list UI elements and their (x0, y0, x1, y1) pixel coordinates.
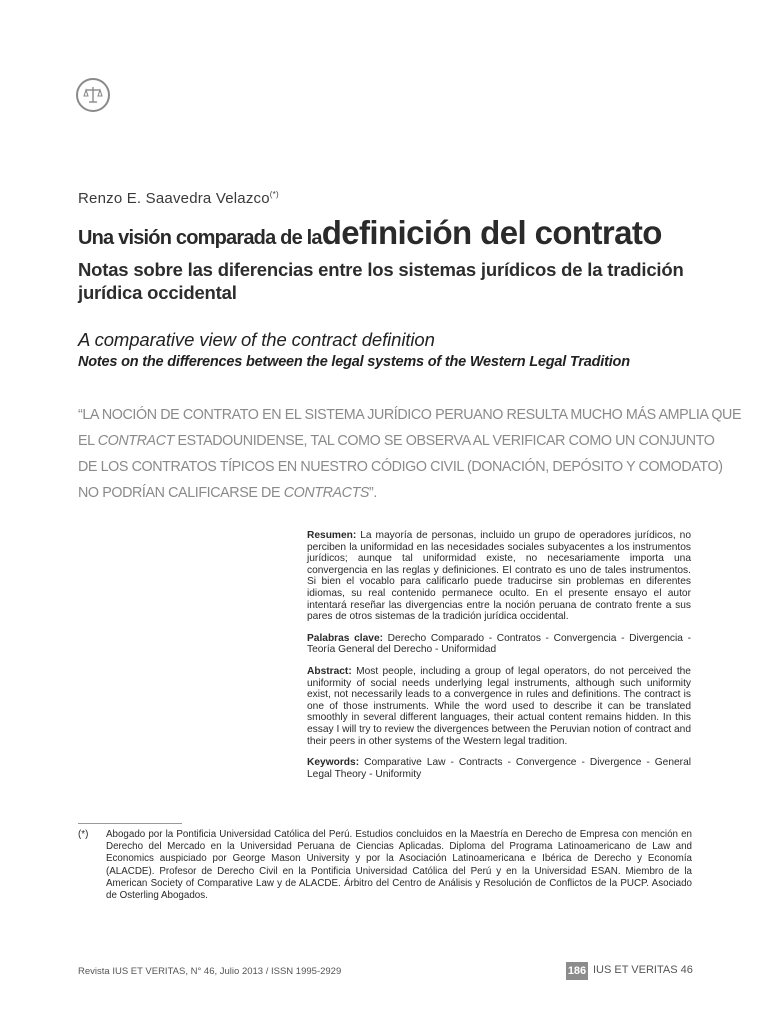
author-name-text: Renzo E. Saavedra Velazco (78, 190, 270, 207)
footnote-mark: (*) (78, 829, 89, 840)
pull-quote-text: NO PODRÍAN CALIFICARSE DE (78, 485, 284, 501)
palabras-clave-paragraph (307, 633, 691, 656)
keywords-text: Comparative Law - Contracts - Convergence - Divergence - General Legal Theory - Uniformity (307, 757, 691, 780)
resumen-paragraph (307, 530, 691, 623)
pull-quote-text: ”. (369, 485, 377, 501)
author-footnote-mark: (*) (269, 190, 279, 199)
footnote (78, 829, 692, 902)
palabras-clave-text: Derecho Comparado - Contratos - Convergencia - Divergencia - Teoría General del Derecho - Uniformidad (307, 632, 691, 656)
pull-quote-line-3: DE LOS CONTRATOS TÍPICOS EN NUESTRO CÓDIGO CIVIL (DONACIÓN, DEPÓSITO Y COMODATO) (78, 459, 723, 475)
footnote-divider (78, 823, 182, 824)
palabras-clave-label: Palabras clave: (307, 632, 384, 644)
keywords-paragraph (307, 757, 691, 780)
title-emphasis: definición del contrato (321, 214, 662, 251)
pull-quote-line-4 (78, 480, 698, 506)
abstract-text: Most people, including a group of legal operators, do not perceived the uniformity of social needs underlying legal instruments, although such uniformity exist, not necessarily leads to a convergence in rules and definitions. The contract is one of those instruments. While the word used to describe it can be translated smoothly in several different languages, their actual content remains hidden. In this essay I will try to review the divergences between the Peruvian notion of contract and their peers in other systems of the Western legal tradition. (307, 665, 691, 747)
title-lead: Una visión comparada de la (78, 227, 322, 249)
page-number-badge: 186 (566, 962, 588, 980)
author-name (78, 190, 279, 207)
pull-quote-text: ESTADOUNIDENSE, TAL COMO SE OBSERVA AL VERIFICAR COMO UN CONJUNTO (173, 433, 715, 449)
abstract-label: Abstract: (307, 665, 352, 677)
keywords-label: Keywords: (307, 757, 360, 769)
english-subtitle: Notes on the differences between the legal systems of the Western Legal Tradition (78, 354, 630, 370)
footer-journal-info: Revista IUS ET VERITAS, N° 46, Julio 2013 / ISSN 1995-2929 (78, 966, 342, 977)
footnote-text: Abogado por la Pontificia Universidad Católica del Perú. Estudios concluidos en la Maestría en Derecho de Empresa con mención en Derecho del Mercado en la Universidad Peruana de Ciencias Aplicadas. Diploma del Programa Latinoamericano de Law and Economics auspiciado por George Mason University y por la Asociación Latinoamericana e Ibérica de Derecho y Economía (ALACDE). Profesor de Derecho Civil en la Pontificia Universidad Católica del Perú y en la Universidad ESAN. Miembro de la American Society of Comparative Law y de ALACDE. Árbitro del Centro de Análisis y Resolución de Conflictos de la PUCP. Asociado de Osterling Abogados. (106, 829, 692, 902)
pull-quote-text: EL (78, 433, 98, 449)
running-head: IUS ET VERITAS 46 (593, 964, 693, 976)
pull-quote (78, 402, 742, 506)
resumen-label: Resumen: (307, 530, 357, 541)
journal-logo-scales-icon (76, 78, 110, 112)
article-title (78, 214, 718, 252)
pull-quote-line-1: “LA NOCIÓN DE CONTRATO EN EL SISTEMA JURÍDICO PERUANO RESULTA MUCHO MÁS AMPLIA QUE (78, 407, 742, 423)
abstract-paragraph (307, 666, 691, 747)
english-title: A comparative view of the contract definition (78, 329, 435, 350)
pull-quote-line-2 (78, 428, 715, 454)
abstracts-block (307, 530, 691, 790)
article-subtitle: Notas sobre las diferencias entre los sistemas jurídicos de la tradición jurídica occidental (78, 259, 684, 303)
resumen-text: La mayoría de personas, incluido un grupo de operadores jurídicos, no perciben la uniformidad en las necesidades sociales subyacentes a los instrumentos jurídicos; aunque tal uniformidad existe, no necesariamente importa una convergencia en las reglas y definiciones. El contrato es uno de tales instrumentos. Si bien el vocablo para calificarlo puede traducirse sin problemas en diferentes idiomas, su real contenido permanece oculto. En el presente ensayo el autor intentará reseñar las divergencias entre la noción peruana de contrato frente a sus pares de otros sistemas de la tradición jurídica occidental. (307, 530, 691, 623)
pull-quote-italic: CONTRACTS (283, 485, 370, 501)
pull-quote-italic: CONTRACT (97, 433, 174, 449)
